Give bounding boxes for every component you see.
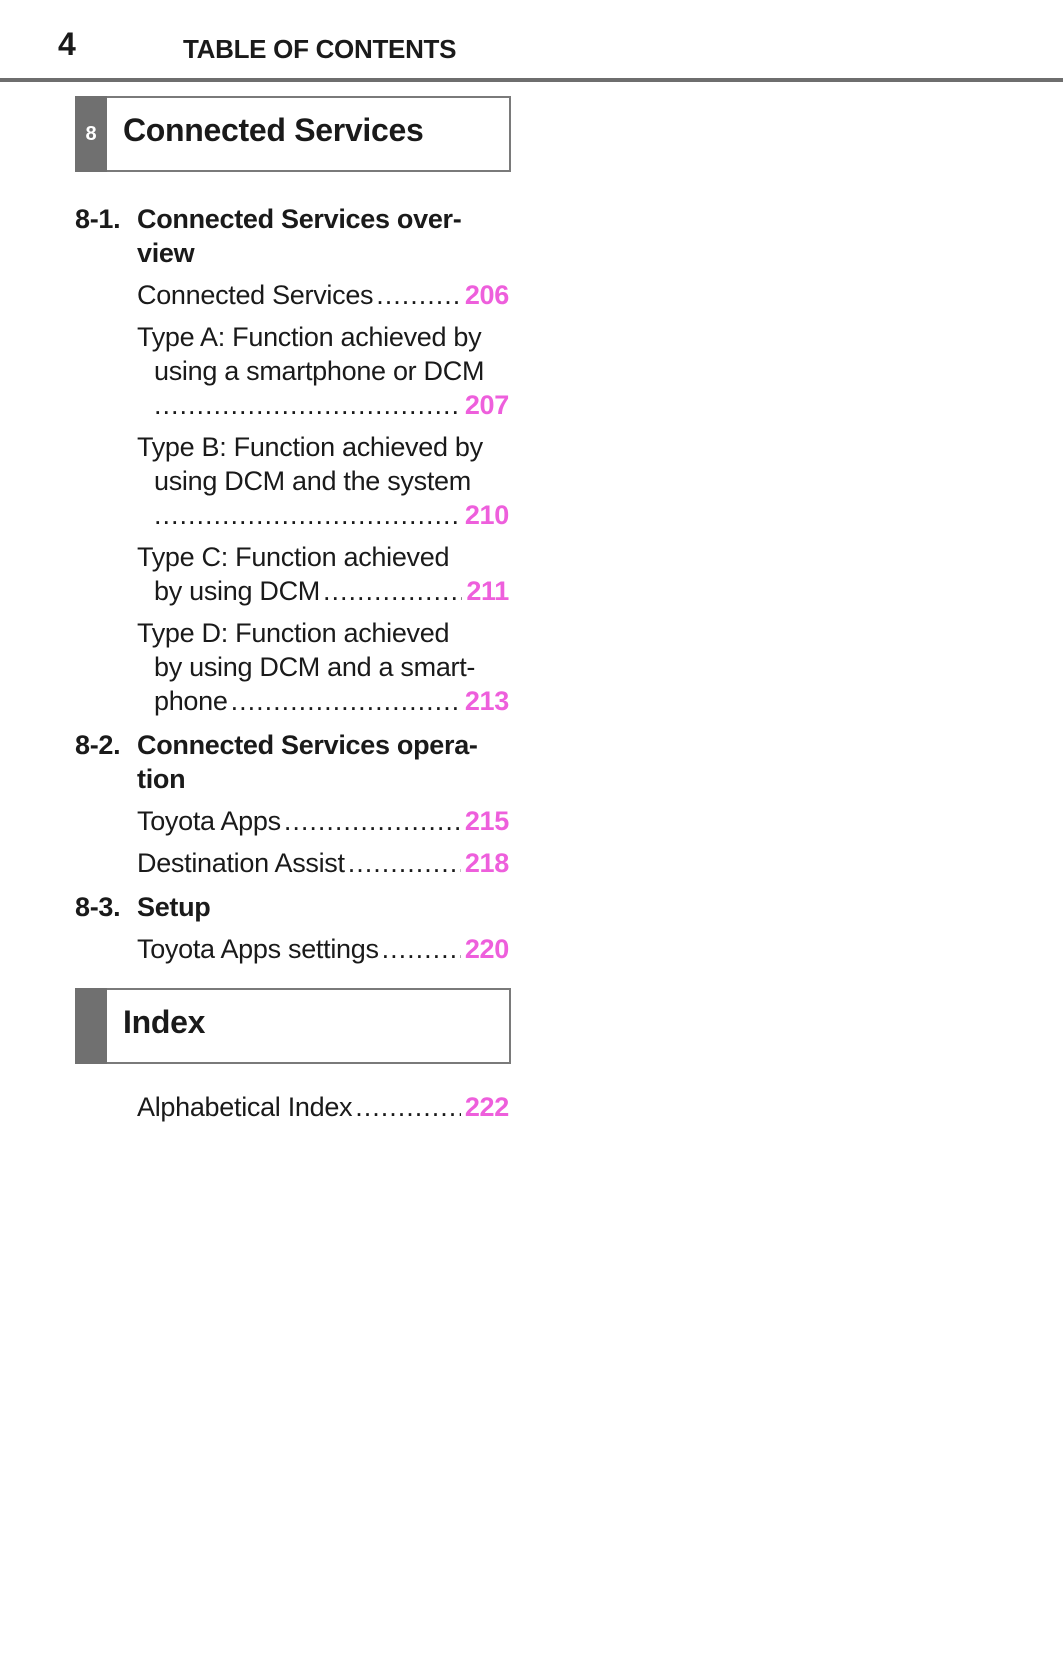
toc-entry-type-a	[137, 320, 509, 422]
page-link[interactable]: 215	[464, 806, 509, 836]
chapter-number: 8-2.	[75, 730, 121, 760]
section-heading-connected-services	[75, 96, 511, 172]
running-title: TABLE OF CONTENTS	[183, 34, 457, 64]
page-link[interactable]: 213	[464, 686, 509, 716]
chapter-8-2	[75, 728, 515, 796]
dot-leader	[154, 388, 461, 422]
entry-title: Connected Services	[137, 280, 374, 310]
chapter-title: Connected Services over- view	[137, 204, 462, 268]
chapter-8-1	[75, 202, 515, 270]
entry-title: Type C: Function achieved	[137, 542, 450, 572]
entry-title: Destination Assist	[137, 848, 345, 878]
section-heading-index	[75, 988, 511, 1064]
entry-title-continued: phone	[154, 686, 228, 716]
page-link[interactable]: 206	[464, 280, 509, 310]
entry-title: Toyota Apps settings	[137, 934, 379, 964]
dot-leader	[154, 498, 461, 532]
entry-title: Type A: Function achieved by	[137, 322, 482, 352]
entry-title-continued: using a smartphone or DCM	[154, 356, 485, 386]
page-link[interactable]: 222	[464, 1092, 509, 1122]
toc-entry-toyota-apps-settings	[137, 932, 509, 966]
section-tab	[75, 988, 107, 1064]
dot-leader	[355, 1090, 461, 1124]
entry-title: Type D: Function achieved	[137, 618, 450, 648]
toc-entry-destination-assist	[137, 846, 509, 880]
section-title: Connected Services	[123, 112, 424, 148]
dot-leader	[323, 574, 462, 608]
dot-leader	[376, 278, 461, 312]
chapter-title: Setup	[137, 892, 211, 922]
chapter-number: 8-3.	[75, 892, 121, 922]
page-header	[0, 0, 1063, 82]
entry-title-continued: using DCM and the system	[154, 466, 471, 496]
toc-entry-type-b	[137, 430, 509, 532]
page-link[interactable]: 211	[466, 576, 509, 606]
page-link[interactable]: 210	[464, 500, 509, 530]
entry-title: Type B: Function achieved by	[137, 432, 483, 462]
dot-leader	[231, 684, 461, 718]
entry-title: Alphabetical Index	[137, 1092, 353, 1122]
toc-entry-alphabetical-index	[137, 1090, 509, 1124]
dot-leader	[348, 846, 461, 880]
entry-title-continued: by using DCM	[154, 576, 320, 606]
toc-entry-type-d	[137, 616, 509, 718]
section-title: Index	[123, 1004, 206, 1040]
entry-title: Toyota Apps	[137, 806, 281, 836]
chapter-8-3	[75, 890, 515, 924]
page-link[interactable]: 218	[464, 848, 509, 878]
dot-leader	[284, 804, 461, 838]
section-number-tab: 8	[75, 96, 107, 172]
toc-entry-connected-services	[137, 278, 509, 312]
page-link[interactable]: 220	[464, 934, 509, 964]
entry-title-continued: by using DCM and a smart-	[154, 652, 476, 682]
page-link[interactable]: 207	[464, 390, 509, 420]
dot-leader	[382, 932, 461, 966]
toc-entry-toyota-apps	[137, 804, 509, 838]
chapter-title: Connected Services opera- tion	[137, 730, 478, 794]
page-number: 4	[58, 26, 76, 62]
chapter-number: 8-1.	[75, 204, 121, 234]
toc-entry-type-c	[137, 540, 509, 608]
